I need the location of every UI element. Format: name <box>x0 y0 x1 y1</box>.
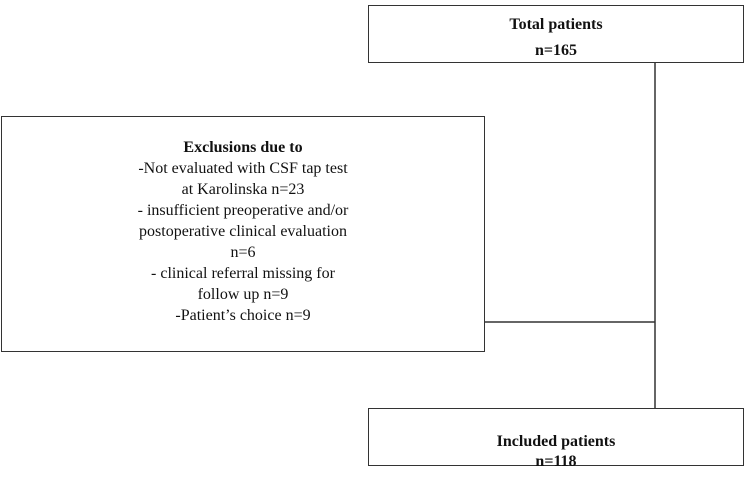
total-patients-box <box>368 5 744 63</box>
exclusion-line: postoperative clinical evaluation <box>139 223 347 240</box>
exclusion-line: - insufficient preoperative and/or <box>137 202 349 219</box>
included-patients-title: Included patients <box>496 433 616 450</box>
exclusion-line: follow up n=9 <box>197 286 289 303</box>
exclusion-line: - clinical referral missing for <box>151 265 335 282</box>
total-patients-count: n=165 <box>534 42 577 59</box>
total-patients-title: Total patients <box>509 16 603 33</box>
included-patients-count: n=118 <box>535 453 577 470</box>
exclusions-box <box>1 116 485 352</box>
exclusion-line: -Patient’s choice n=9 <box>175 307 311 324</box>
exclusions-title: Exclusions due to <box>183 139 303 156</box>
included-patients-box <box>368 408 744 470</box>
exclusion-line: n=6 <box>230 244 256 261</box>
exclusion-line: at Karolinska n=23 <box>181 181 305 198</box>
exclusion-line: -Not evaluated with CSF tap test <box>138 160 348 177</box>
